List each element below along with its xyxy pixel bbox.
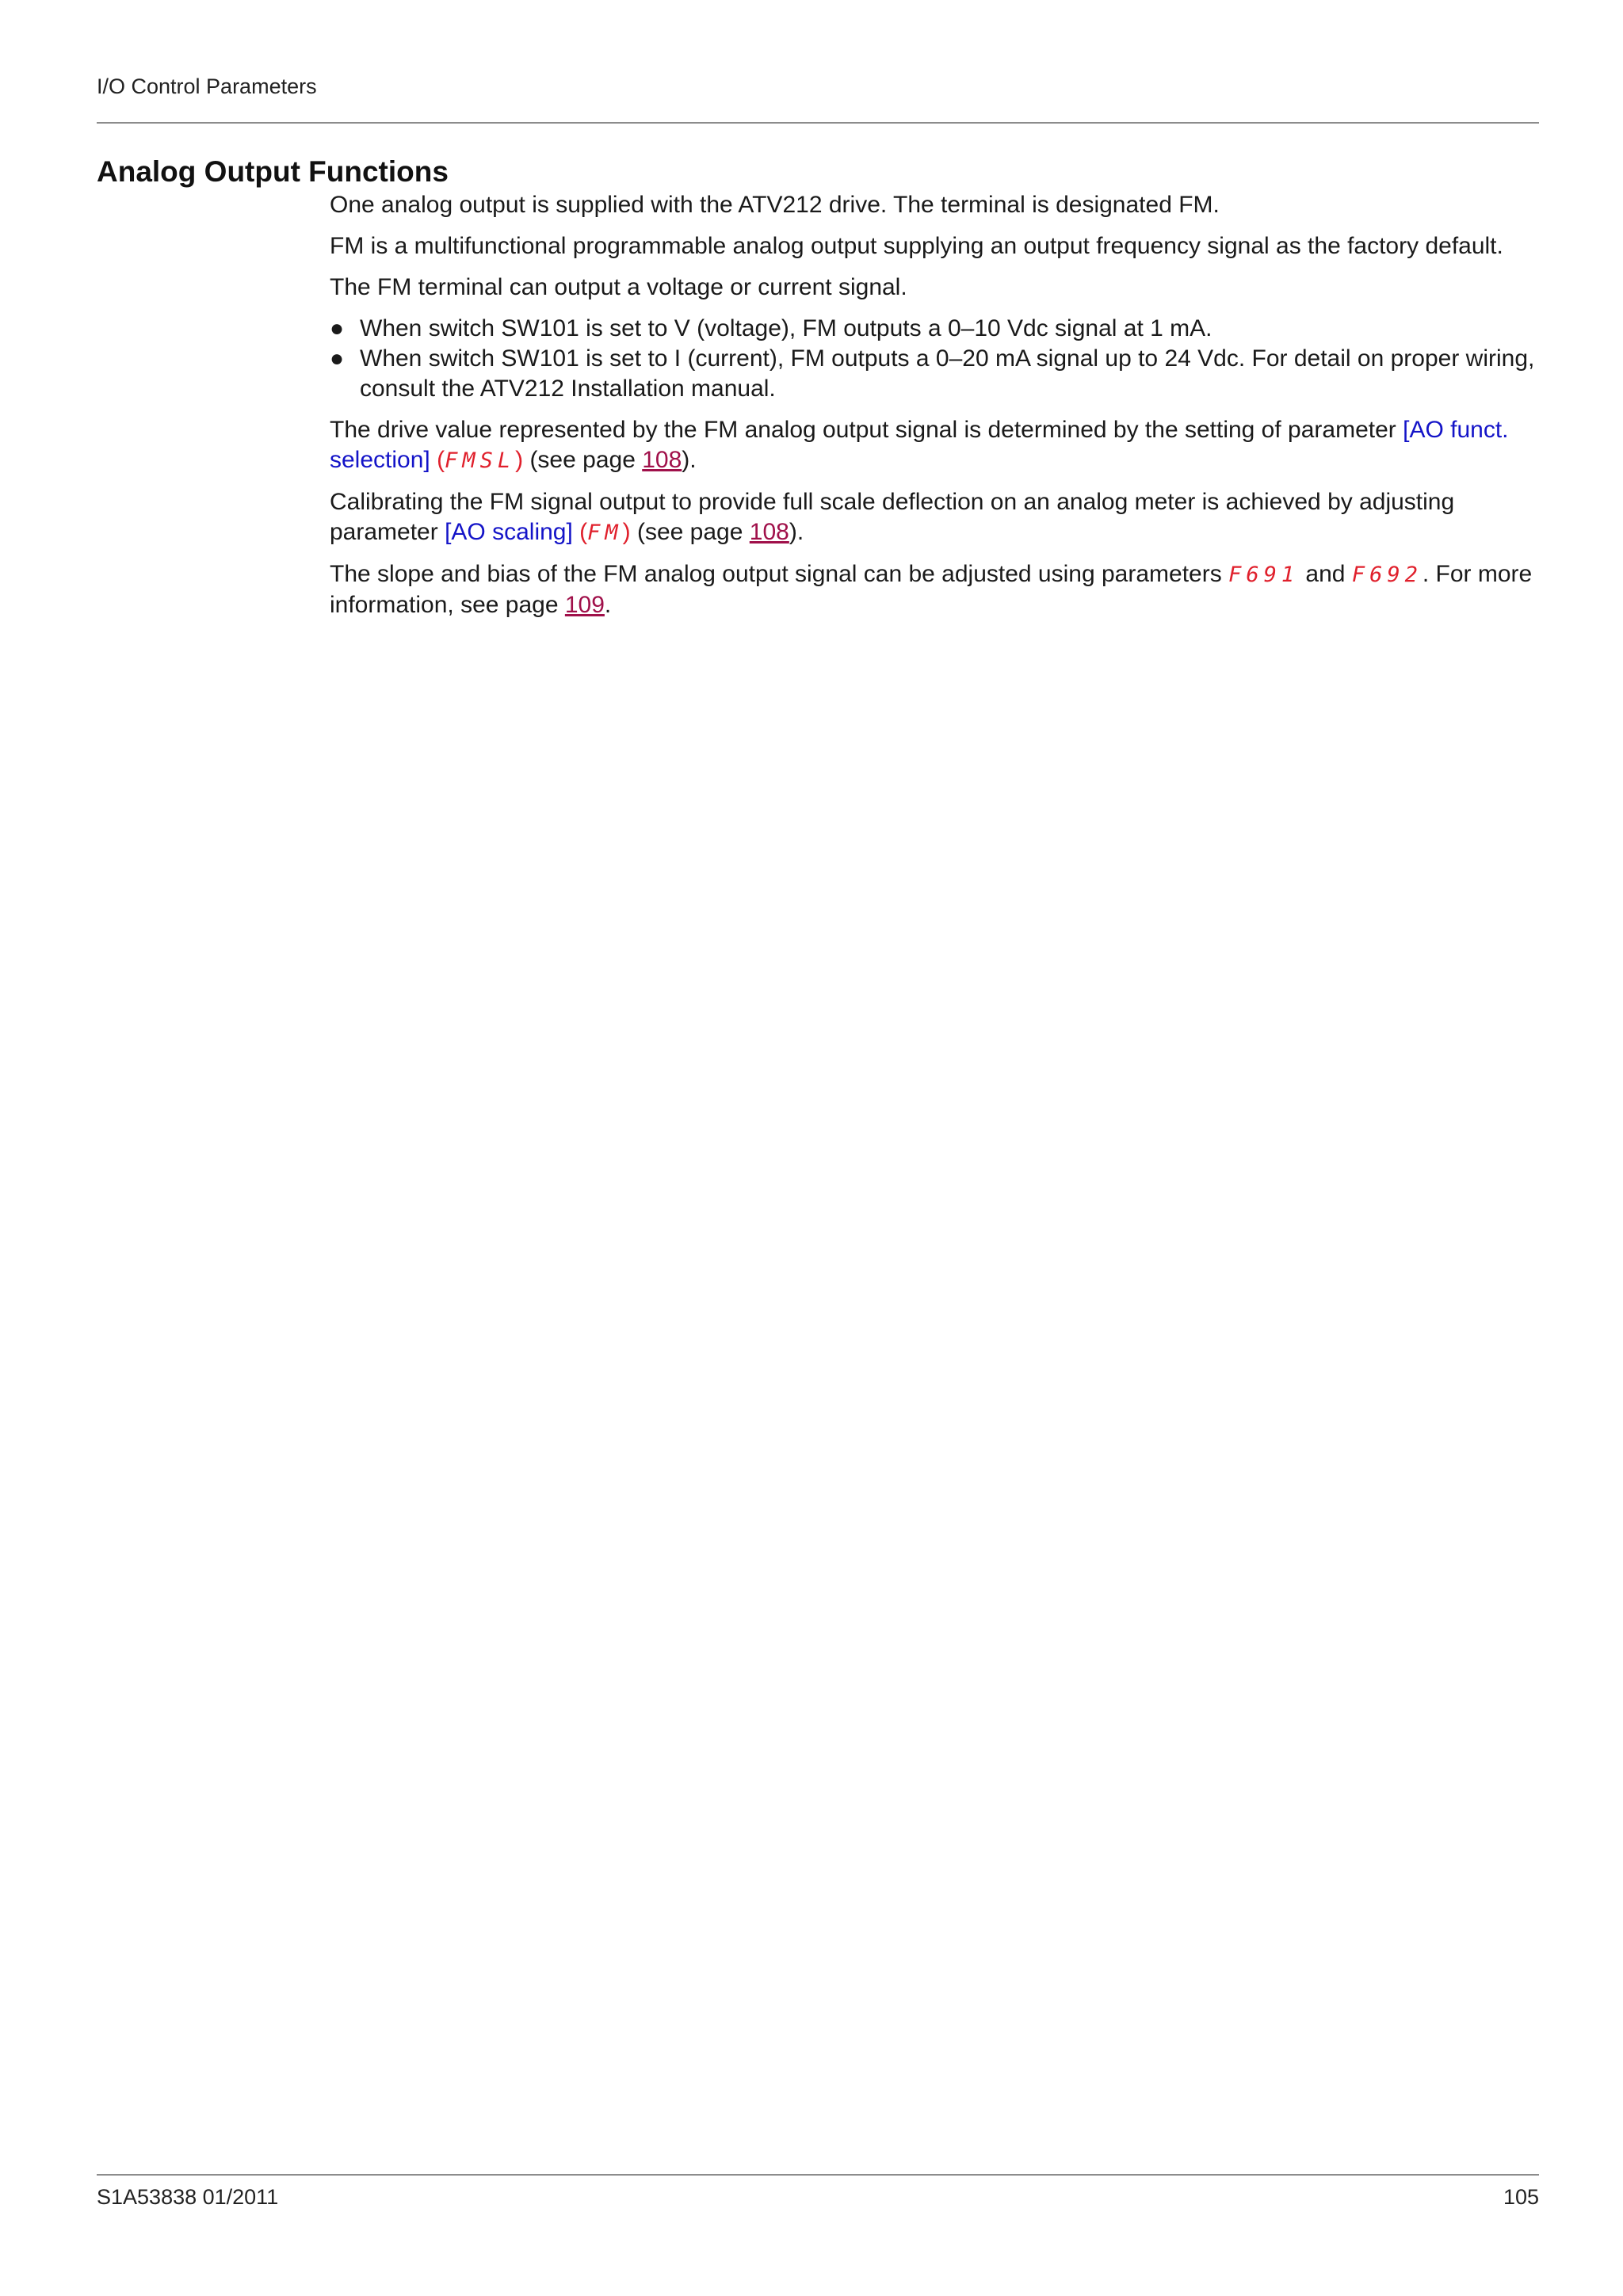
page-link-108[interactable]: 108: [642, 447, 682, 473]
text-run: ).: [682, 447, 697, 473]
list-item: [330, 344, 1542, 404]
footer-page-number: 105: [1503, 2185, 1539, 2209]
text-run: . For more information, see page: [330, 561, 1533, 618]
header-divider: [97, 122, 1539, 124]
paragraph-intro: One analog output is supplied with the ATV212 drive. The terminal is designated FM.: [330, 192, 1220, 218]
code-paren-close: ): [515, 447, 524, 473]
paragraph-ao-function: [330, 415, 1542, 476]
text-run: The slope and bias of the FM analog output signal can be adjusted using parameters: [330, 561, 1229, 587]
page-link-109[interactable]: 109: [564, 592, 605, 618]
page-link-108[interactable]: 108: [749, 519, 789, 545]
paragraph-ao-scaling: [330, 487, 1542, 548]
list-item-text: When switch SW101 is set to V (voltage), FM outputs a 0–10 Vdc signal at 1 mA.: [360, 315, 1212, 341]
menu-ref-ao-scaling: [AO scaling]: [445, 519, 573, 545]
code-paren-close: ): [622, 519, 631, 545]
paragraph-output-type: The FM terminal can output a voltage or current signal.: [330, 274, 907, 300]
menu-ref-ao-funct-selection: [AO funct. selection]: [330, 417, 1509, 473]
param-code-fm: FM: [587, 521, 623, 545]
footer-doc-id: S1A53838 01/2011: [97, 2185, 279, 2209]
bullet-icon: ●: [330, 345, 345, 372]
list-item-text: When switch SW101 is set to I (current), FM outputs a 0–20 mA signal up to 24 Vdc. For detail on proper wiring, consult the ATV212 Installation manual.: [360, 345, 1535, 402]
paragraph-slope-bias: [330, 559, 1542, 620]
code-paren-open: (: [572, 519, 588, 545]
param-code-f691: F691: [1228, 563, 1300, 587]
footer-divider: [97, 2174, 1539, 2176]
text-run: ).: [789, 519, 804, 545]
text-run: (see page: [523, 447, 643, 473]
param-code-fmsl: FMSL: [445, 448, 516, 473]
code-paren-open: (: [430, 447, 445, 473]
list-item: [330, 314, 1542, 344]
section-heading: Analog Output Functions: [97, 155, 449, 188]
text-run: Calibrating the FM signal output to provide full scale deflection on an analog meter is achieved by adjusting parameter: [330, 489, 1455, 545]
text-run: (see page: [630, 519, 750, 545]
text-run: and: [1299, 561, 1352, 587]
running-header: I/O Control Parameters: [97, 74, 317, 98]
bullet-icon: ●: [330, 315, 345, 341]
switch-bullet-list: [330, 314, 1542, 404]
body-text-block: [330, 190, 1542, 631]
paragraph-multifunction: FM is a multifunctional programmable analog output supplying an output frequency signal as the factory default.: [330, 233, 1503, 259]
text-run: .: [604, 592, 612, 618]
text-run: The drive value represented by the FM analog output signal is determined by the setting of parameter: [330, 417, 1403, 443]
param-code-f692: F692: [1351, 563, 1423, 587]
